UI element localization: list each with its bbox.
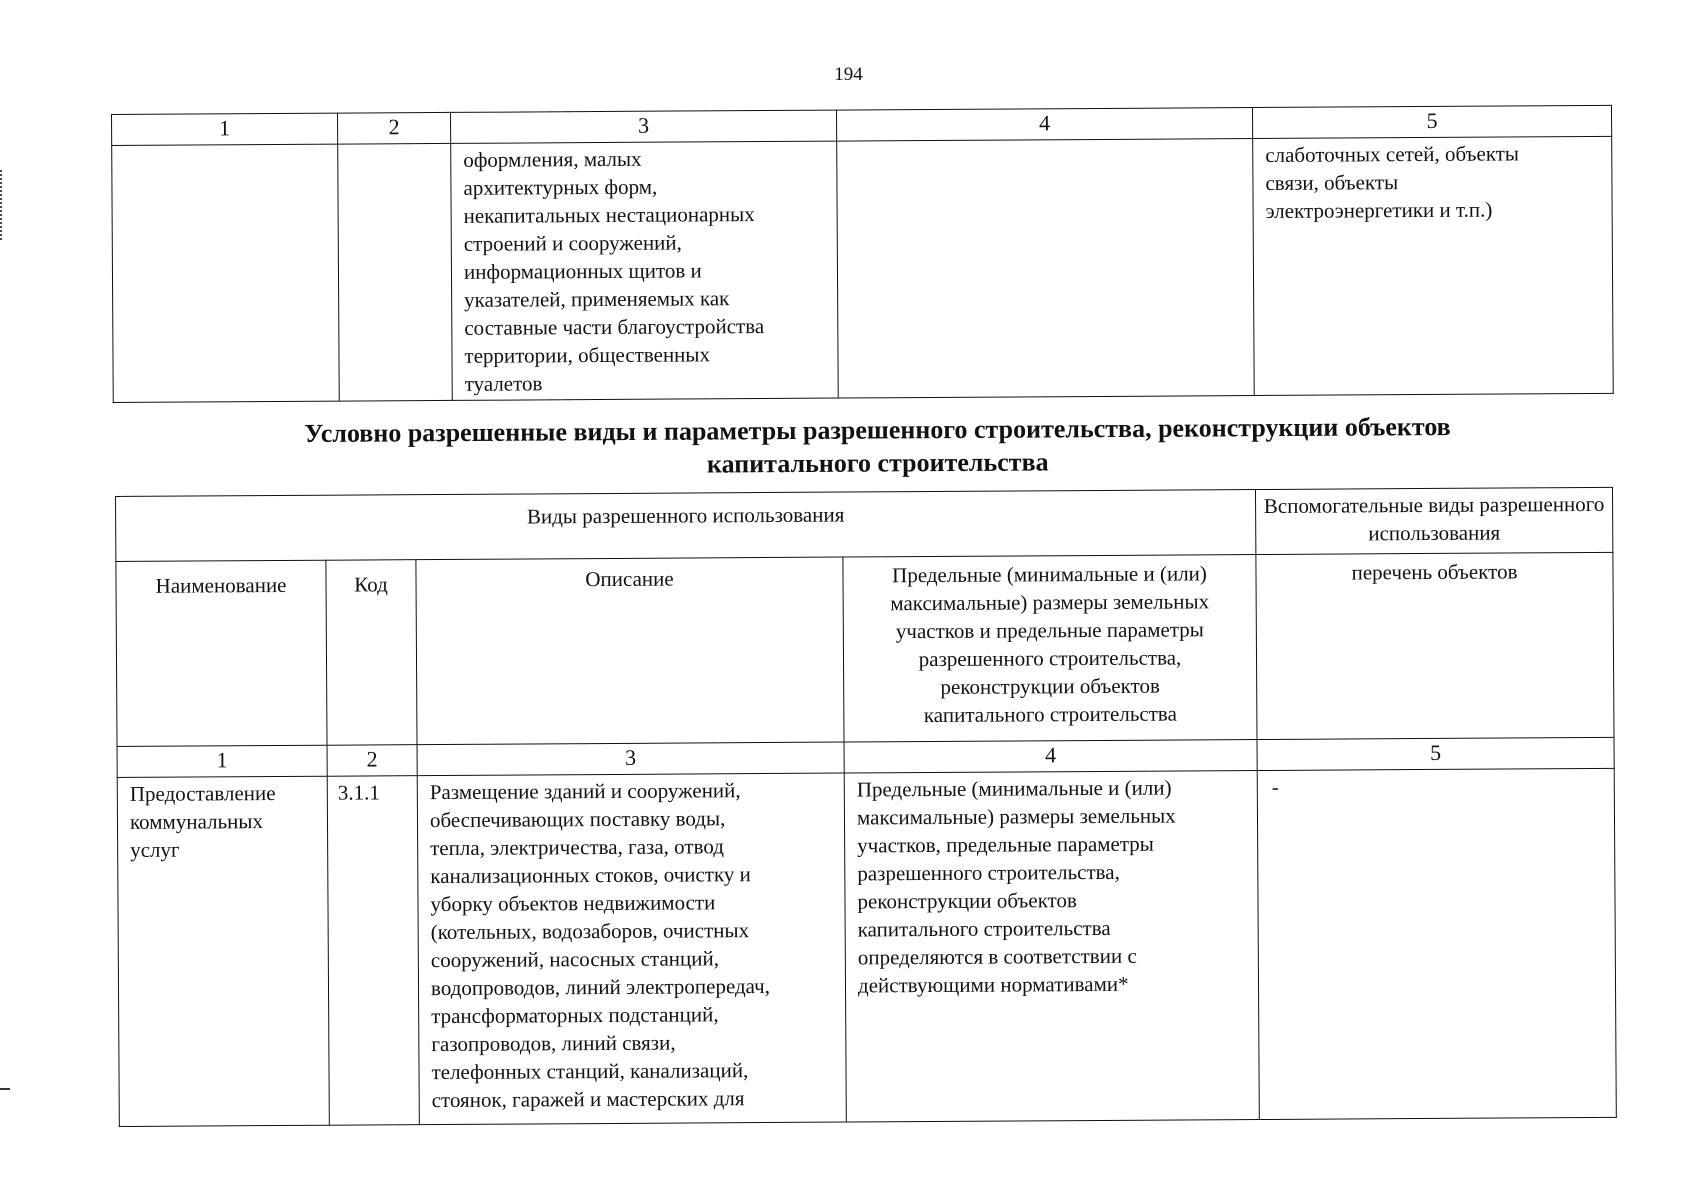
description-text: оформления, малых архитектурных форм, некапитальных нестационарных строений и сооружений, информационных щитов и указателей, применяемых как составные части благоустройства территории, общественных туалетов xyxy=(463,146,765,396)
scan-edge-mark-bottom xyxy=(0,1088,10,1090)
cell-limits xyxy=(837,139,1255,399)
column-number-4: 4 xyxy=(836,108,1252,142)
cell-description xyxy=(417,773,846,1125)
cell-code xyxy=(327,776,419,1126)
use-limits: Предельные (минимальные и (или) максимальные) размеры земельных участков, предельные параметры разрешенного строительства, реконструкции объектов капитального строительства определяются в соответствии с действующими нормативами* xyxy=(856,775,1176,998)
group-header-auxiliary: Вспомогательные виды разрешенного использования xyxy=(1255,487,1612,554)
auxiliary-text: слаботочных сетей, объекты связи, объекты электроэнергетики и т.п.) xyxy=(1265,141,1520,223)
page-number: 194 xyxy=(834,64,863,85)
group-header-row xyxy=(116,487,1613,561)
column-number-2: 2 xyxy=(327,745,417,777)
column-header-objects-list: перечень объектов xyxy=(1256,552,1614,739)
cell-auxiliary xyxy=(1257,768,1616,1119)
column-header-description: Описание xyxy=(416,557,844,745)
column-number-1: 1 xyxy=(117,745,327,777)
cell-code xyxy=(338,143,453,401)
cell-limits xyxy=(844,771,1259,1123)
cell-description xyxy=(451,141,839,400)
section-heading: Условно разрешенные виды и параметры разрешенного строительства, реконструкции объектов капитального строительства xyxy=(304,411,1451,479)
column-number-5: 5 xyxy=(1252,105,1611,138)
table-row xyxy=(117,768,1616,1126)
column-number-3: 3 xyxy=(450,110,836,143)
column-header-name: Наименование xyxy=(116,560,327,746)
scan-edge-marks xyxy=(0,170,6,240)
conditional-uses-table xyxy=(115,487,1617,1127)
column-number-1: 1 xyxy=(112,113,338,145)
continuation-table xyxy=(111,105,1614,403)
column-number-2: 2 xyxy=(337,112,450,144)
group-header-main: Виды разрешенного использования xyxy=(116,490,1256,562)
use-description: Размещение зданий и сооружений, обеспечивающих поставку воды, тепла, электричества, газа, отвод канализационных стоков, очистку и уборку объектов недвижимости (котельных, водозаборов, очистных сооружений, насосных станций, водопроводов, линий электропередач, трансформаторных подстанций, газопроводов, линий связи, телефонных станций, канализаций, стоянок, гаражей и мастерских для xyxy=(429,778,771,1113)
use-code: 3.1.1 xyxy=(337,780,380,805)
use-name: Предоставление коммунальных услуг xyxy=(129,781,276,862)
cell-auxiliary xyxy=(1253,136,1614,395)
column-header-code: Код xyxy=(326,560,417,746)
column-number-3: 3 xyxy=(417,742,844,776)
cell-name xyxy=(117,776,329,1126)
column-number-5: 5 xyxy=(1257,737,1614,770)
column-header-row xyxy=(116,552,1614,746)
table-row xyxy=(112,136,1614,402)
column-header-limits: Предельные (минимальные и (или) максимальные) размеры земельных участков и предельные параметры разрешенного строительства, реконструкции объектов капитального строительства xyxy=(843,555,1257,743)
cell-name xyxy=(112,144,340,402)
auxiliary-uses: - xyxy=(1271,774,1279,799)
column-number-4: 4 xyxy=(844,740,1257,774)
